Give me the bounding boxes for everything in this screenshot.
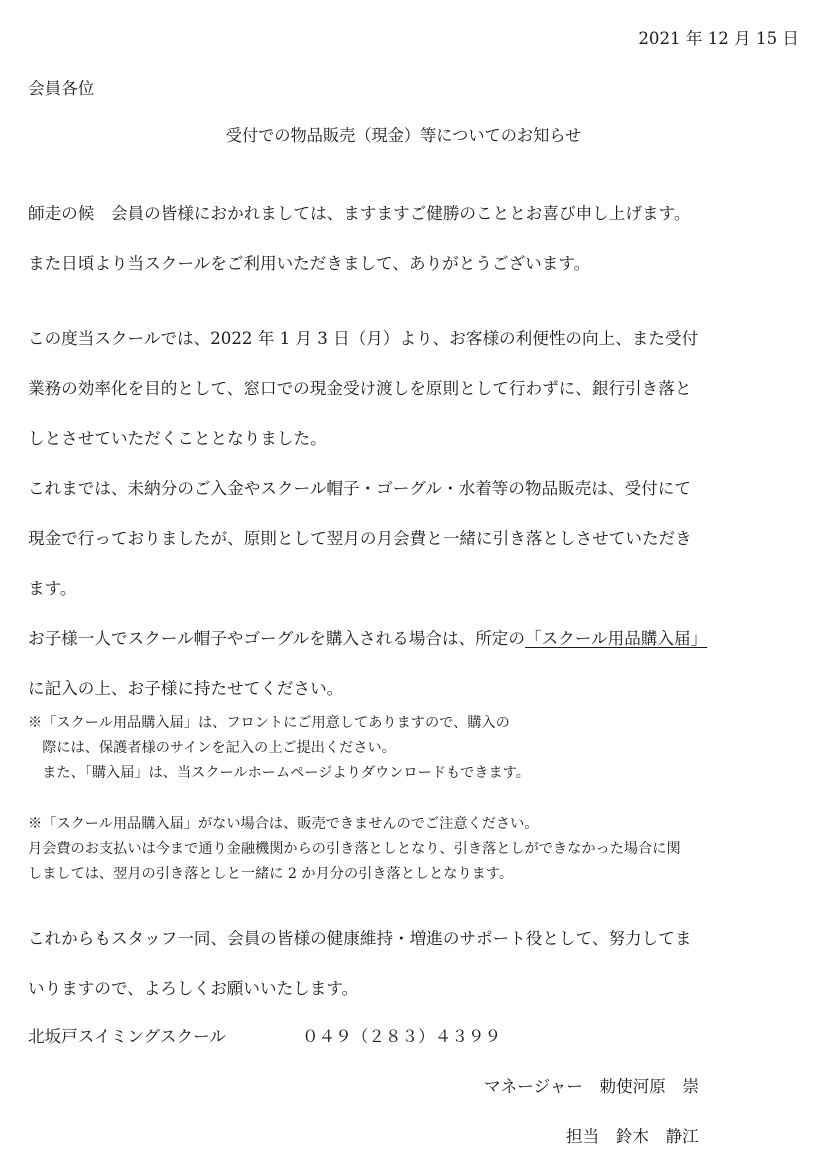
paragraph-2-line-1: これまでは、未納分のご入金やスクール帽子・ゴーグル・水着等の物品販売は、受付にて [28, 479, 691, 498]
note-1-line-2: 際には、保護者様のサインを記入の上ご提出ください。 [28, 740, 396, 756]
note-2-line-3: しましては、翌月の引き落としと一緒に 2 か月分の引き落としとなります。 [28, 866, 514, 882]
staff-signature: 担当 鈴木 静江 [566, 1127, 699, 1146]
paragraph-3-line-2: に記入の上、お子様に持たせてください。 [28, 679, 344, 698]
closing-line-2: いりますので、よろしくお願いいたします。 [28, 979, 359, 998]
note-2-line-1: ※「スクール用品購入届」がない場合は、販売できませんのでご注意ください。 [28, 816, 539, 832]
document-date: 2021 年 12 月 15 日 [638, 29, 799, 48]
closing-line-1: これからもスタッフ一同、会員の皆様の健康維持・増進のサポート役として、努力してま [28, 929, 692, 948]
school-name: 北坂戸スイミングスクール [28, 1027, 226, 1046]
document-title: 受付での物品販売（現金）等についてのお知らせ [225, 126, 582, 145]
paragraph-2-line-3: ます。 [28, 579, 77, 598]
purchase-form-reference: 「スクール用品購入届」 [524, 629, 708, 648]
manager-signature: マネージャー 勅使河原 崇 [484, 1077, 700, 1096]
paragraph-1-line-2: 業務の効率化を目的として、窓口での現金受け渡しを原則として行わずに、銀行引き落と [28, 379, 692, 398]
paragraph-3-text: お子様一人でスクール帽子やゴーグルを購入される場合は、所定の [28, 629, 525, 648]
note-1-line-1: ※「スクール用品購入届」は、フロントにご用意してありますので、購入の [28, 715, 510, 731]
paragraph-1-line-3: しとさせていただくこととなりました。 [28, 429, 327, 448]
greeting-line-1: 師走の候 会員の皆様におかれましては、ますますご健勝のこととお喜び申し上げます。 [28, 204, 691, 223]
phone-number: ０４９（２８３）４３９９ [302, 1027, 502, 1046]
greeting-line-2: また日頃より当スクールをご利用いただきまして、ありがとうございます。 [28, 254, 591, 273]
paragraph-1-line-1: この度当スクールでは、2022 年 1 月 3 日（月）より、お客様の利便性の向上、また受付 [28, 329, 699, 348]
note-2-line-2: 月会費のお支払いは今まで通り金融機関からの引き落としとなり、引き落としができなかった場合に関 [28, 841, 681, 857]
paragraph-2-line-2: 現金で行っておりましたが、原則として翌月の月会費と一緒に引き落としさせていただき [28, 529, 692, 548]
note-1-line-3: また、「購入届」は、当スクールホームページよりダウンロードもできます。 [28, 765, 530, 781]
paragraph-3-line-1 [28, 628, 707, 650]
recipient: 会員各位 [28, 79, 95, 98]
